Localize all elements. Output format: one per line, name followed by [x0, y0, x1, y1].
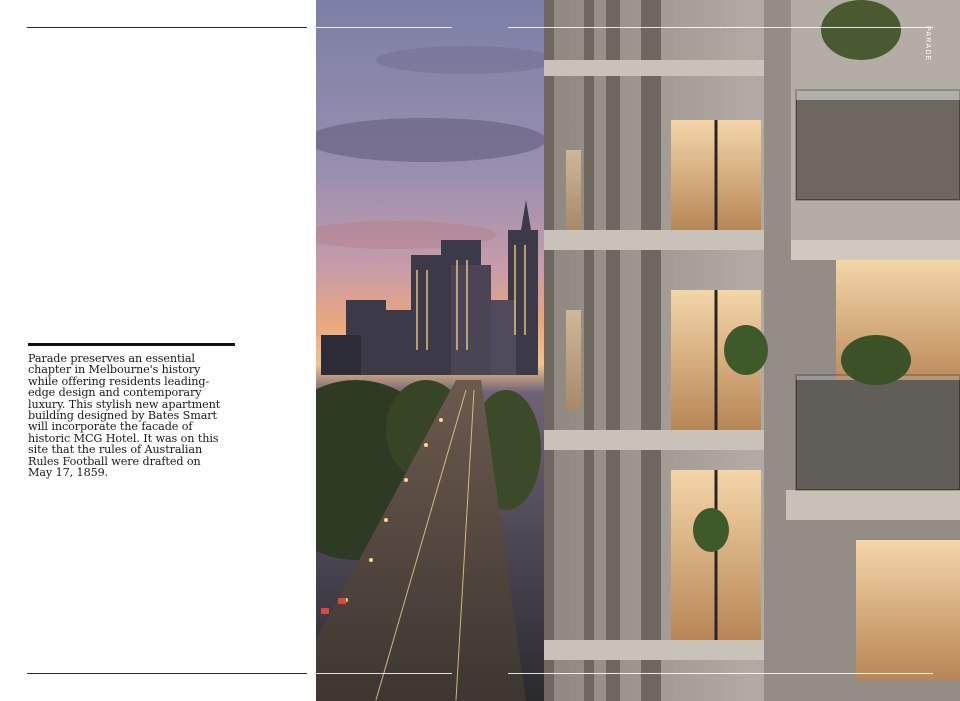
top-rule-photo-left [316, 27, 452, 28]
body-paragraph: Parade preserves an essential chapter in Melbourne's history while offering residents leading-edge design and contemporary luxury. This stylish new apartment building designed by Bates Smart will incorporate the facade of historic MCG Hotel. It was on this site that the rules of Australian Rules Football were drafted on May 17, 1859. [28, 352, 221, 480]
bottom-rule-left [27, 673, 307, 674]
building-rendering-photo [316, 0, 960, 701]
bottom-rule-photo-left [316, 673, 452, 674]
bottom-rule-photo-right [508, 673, 933, 674]
top-rule-photo-right [508, 27, 933, 28]
heading-rule [28, 343, 235, 346]
side-page-label: PARADE [924, 26, 931, 62]
top-rule-left [27, 27, 307, 28]
